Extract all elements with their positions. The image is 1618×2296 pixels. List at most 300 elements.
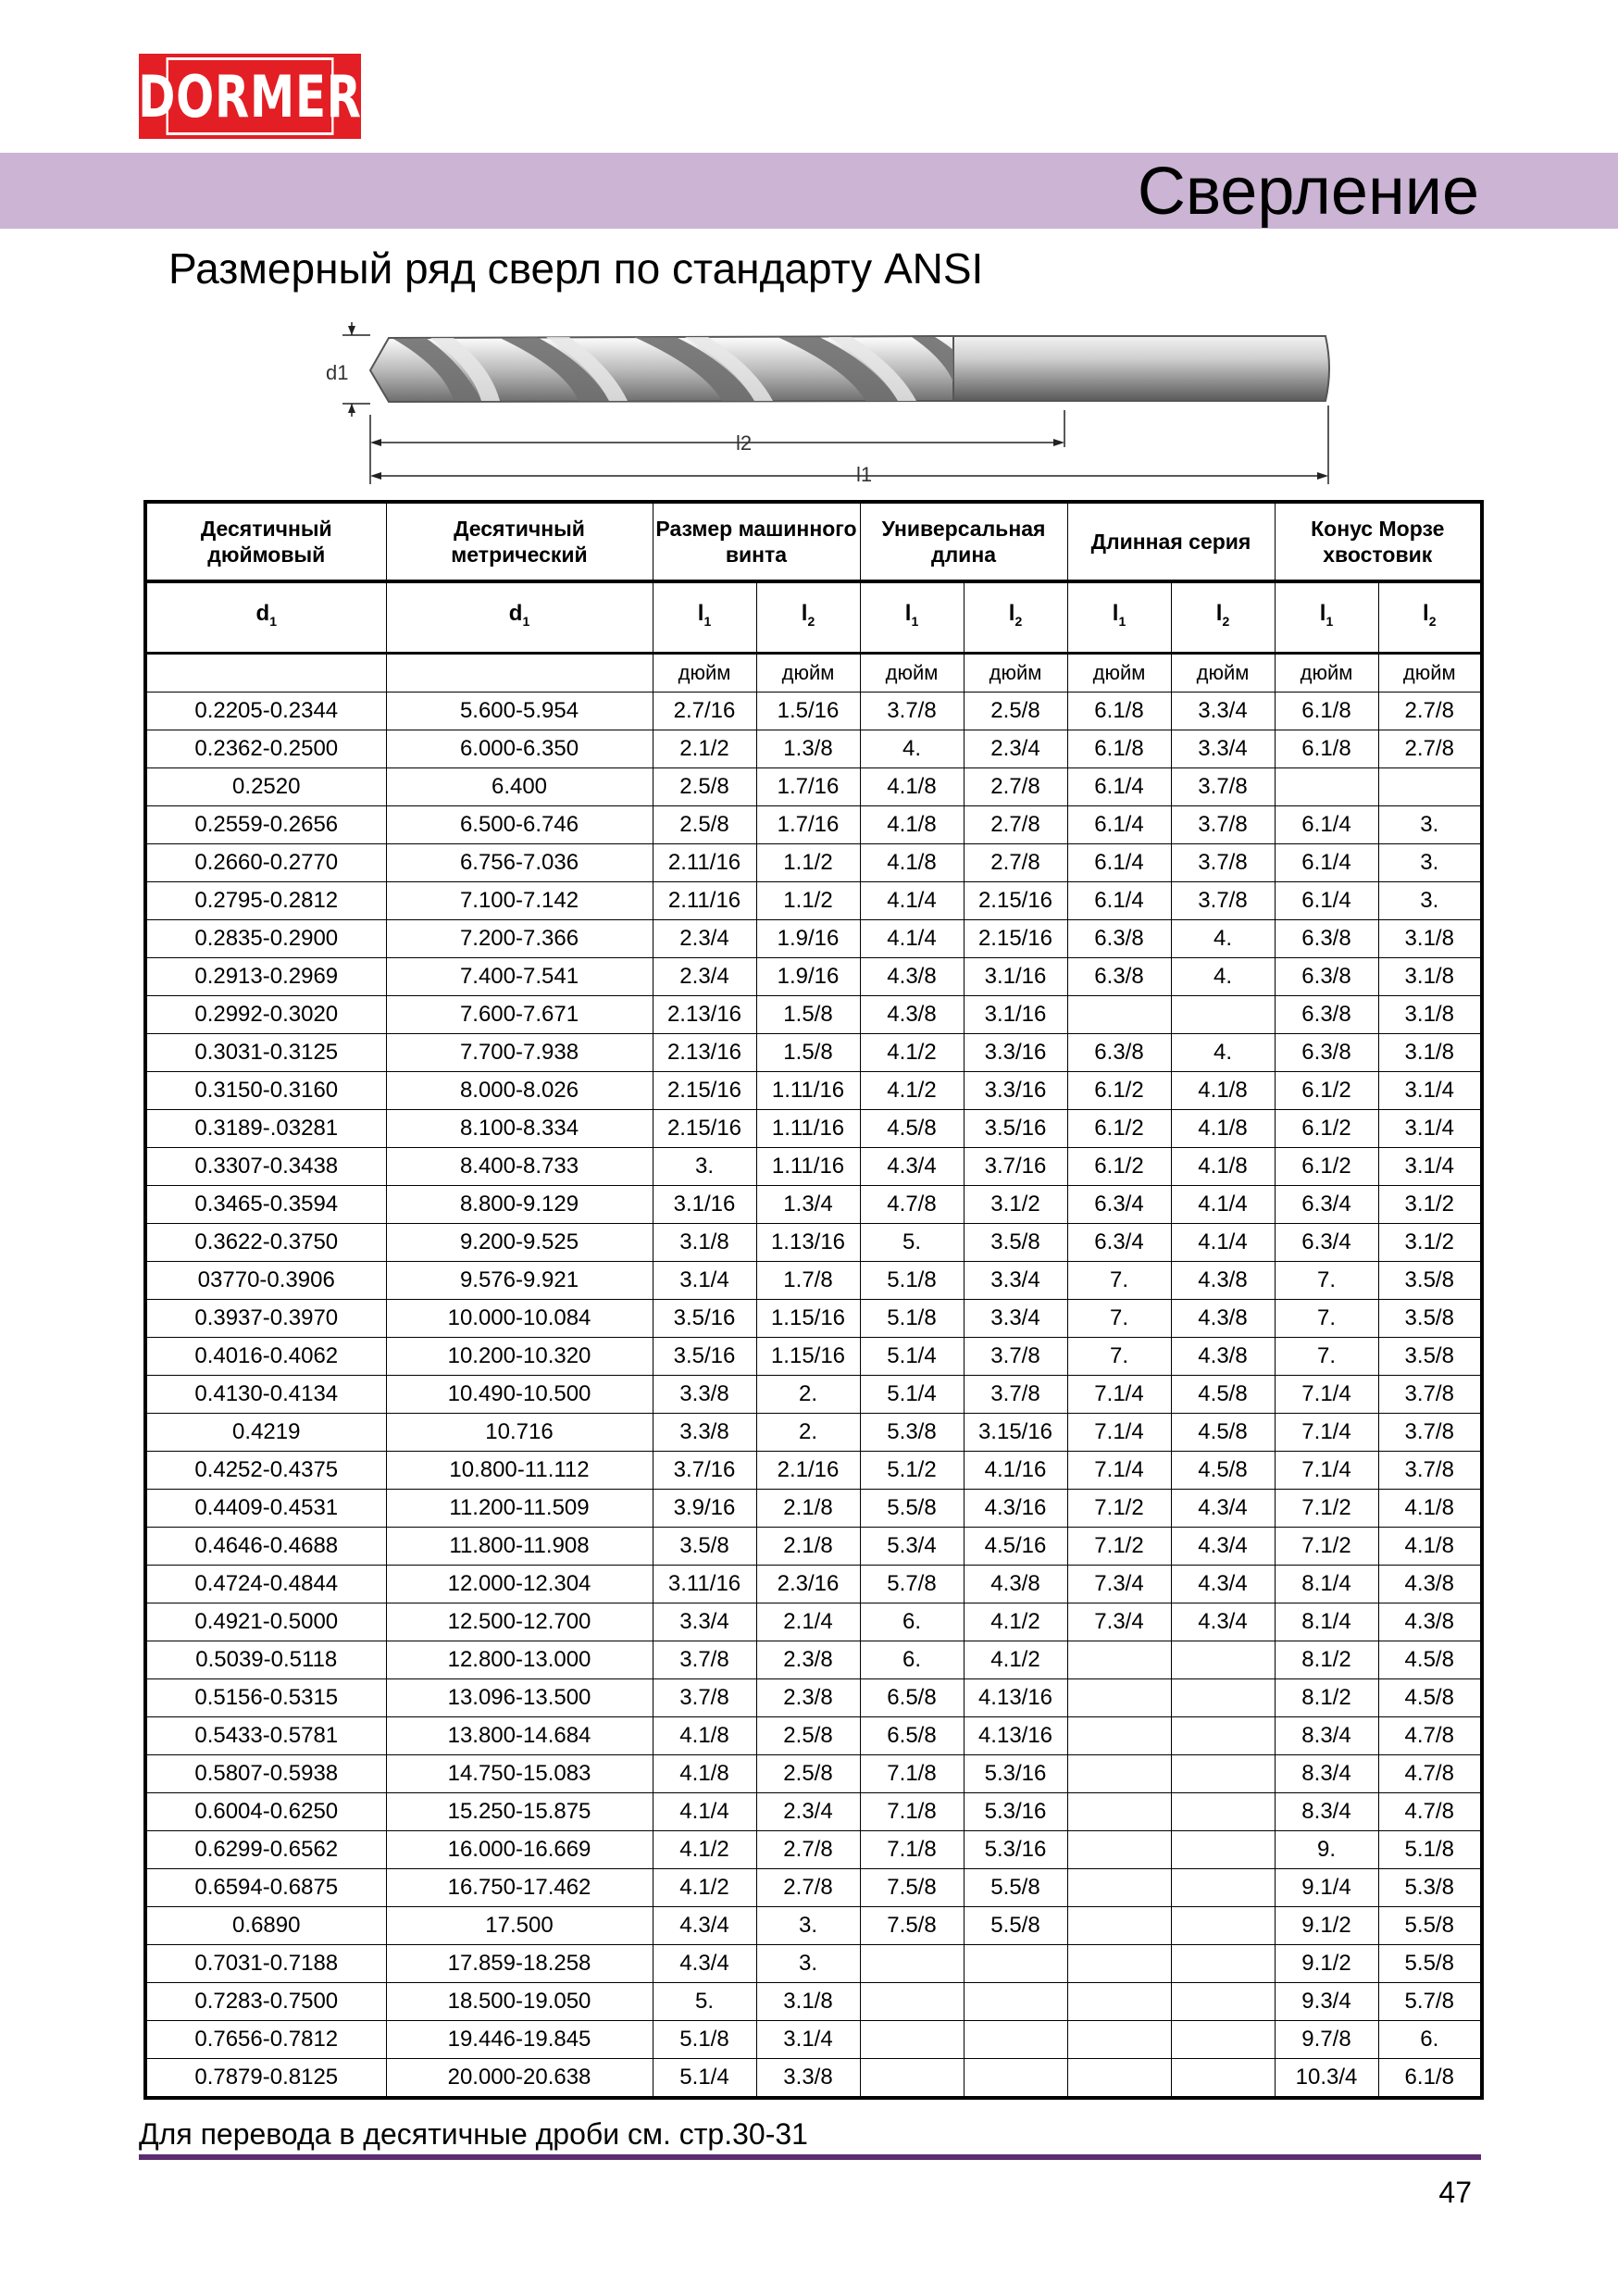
table-cell: 3.5/8 xyxy=(1378,1262,1482,1300)
table-cell: 4.1/2 xyxy=(964,1603,1067,1641)
footer-rule xyxy=(139,2154,1481,2160)
table-cell: 6.1/4 xyxy=(1275,882,1378,920)
table-cell: 17.500 xyxy=(386,1907,653,1945)
table-cell: 1.7/16 xyxy=(756,806,860,844)
table-row xyxy=(145,1831,1482,1869)
table-cell xyxy=(1067,1793,1171,1831)
table-cell: 3.1/4 xyxy=(1378,1072,1482,1110)
table-cell: 2.5/8 xyxy=(756,1717,860,1755)
table-cell: 2.3/8 xyxy=(756,1641,860,1679)
table-cell: 3.1/8 xyxy=(653,1224,756,1262)
symbol-subscript: 1 xyxy=(703,613,712,629)
table-cell: 2.7/8 xyxy=(1378,693,1482,730)
table-cell: 6. xyxy=(1378,2021,1482,2059)
table-cell: 3.1/8 xyxy=(1378,958,1482,996)
table-cell: 6.3/8 xyxy=(1275,996,1378,1034)
table-cell: 15.250-15.875 xyxy=(386,1793,653,1831)
symbol-cell xyxy=(756,581,860,654)
table-cell: 3.5/16 xyxy=(964,1110,1067,1148)
d1-label: d1 xyxy=(326,361,349,384)
table-cell: 9.576-9.921 xyxy=(386,1262,653,1300)
table-row xyxy=(145,1452,1482,1490)
table-cell: 2.5/8 xyxy=(756,1755,860,1793)
table-cell: 2. xyxy=(756,1414,860,1452)
table-cell: 6.500-6.746 xyxy=(386,806,653,844)
table-cell: 5.5/8 xyxy=(1378,1945,1482,1983)
table-cell: 4.5/8 xyxy=(1378,1679,1482,1717)
table-cell: 3.5/8 xyxy=(1378,1338,1482,1376)
table-cell: 4.1/2 xyxy=(860,1072,964,1110)
table-cell: 6.1/8 xyxy=(1275,693,1378,730)
table-cell: 4.3/8 xyxy=(964,1566,1067,1603)
table-cell: 0.2520 xyxy=(145,768,386,806)
table-cell xyxy=(1067,996,1171,1034)
table-cell: 0.5807-0.5938 xyxy=(145,1755,386,1793)
table-cell: 6.1/2 xyxy=(1067,1148,1171,1186)
table-cell: 6. xyxy=(860,1641,964,1679)
table-cell xyxy=(1171,1907,1275,1945)
table-cell: 9.3/4 xyxy=(1275,1983,1378,2021)
table-cell: 2.7/8 xyxy=(1378,730,1482,768)
table-cell: 12.500-12.700 xyxy=(386,1603,653,1641)
table-cell: 3.3/4 xyxy=(964,1300,1067,1338)
table-cell: 3.5/8 xyxy=(653,1528,756,1566)
table-cell xyxy=(1171,2021,1275,2059)
l2-label: l2 xyxy=(736,431,753,455)
table-cell: 8.3/4 xyxy=(1275,1755,1378,1793)
table-cell: 1.9/16 xyxy=(756,920,860,958)
table-cell: 3. xyxy=(1378,806,1482,844)
table-cell: 1.3/4 xyxy=(756,1186,860,1224)
table-cell: 3.7/8 xyxy=(1171,768,1275,806)
table-cell: 6.1/2 xyxy=(1275,1148,1378,1186)
table-cell: 3.5/8 xyxy=(964,1224,1067,1262)
table-cell: 3. xyxy=(653,1148,756,1186)
table-cell: 3.5/16 xyxy=(653,1300,756,1338)
symbol-subscript: 2 xyxy=(1222,613,1230,629)
symbol-letter: l xyxy=(1423,601,1429,627)
table-cell: 2.15/16 xyxy=(653,1110,756,1148)
table-cell: 4.1/2 xyxy=(860,1034,964,1072)
symbol-cell xyxy=(1275,581,1378,654)
table-cell: 0.4646-0.4688 xyxy=(145,1528,386,1566)
table-cell: 4.5/8 xyxy=(1171,1414,1275,1452)
table-cell: 3.7/8 xyxy=(1171,844,1275,882)
unit-cell xyxy=(386,654,653,693)
table-cell: 0.3031-0.3125 xyxy=(145,1034,386,1072)
table-cell xyxy=(1067,1679,1171,1717)
table-cell: 3.9/16 xyxy=(653,1490,756,1528)
table-cell: 7.1/4 xyxy=(1275,1452,1378,1490)
table-cell: 0.4409-0.4531 xyxy=(145,1490,386,1528)
table-cell: 3.3/8 xyxy=(653,1414,756,1452)
table-cell: 7.400-7.541 xyxy=(386,958,653,996)
table-cell: 4.1/8 xyxy=(860,768,964,806)
symbol-letter: d xyxy=(255,601,270,627)
table-row xyxy=(145,1869,1482,1907)
table-cell: 0.3189-.03281 xyxy=(145,1110,386,1148)
table-cell: 9.7/8 xyxy=(1275,2021,1378,2059)
table-cell: 7.1/2 xyxy=(1067,1528,1171,1566)
table-cell: 5.1/2 xyxy=(860,1452,964,1490)
table-cell: 0.3150-0.3160 xyxy=(145,1072,386,1110)
table-cell: 8.1/2 xyxy=(1275,1641,1378,1679)
table-cell: 6.3/8 xyxy=(1275,958,1378,996)
table-cell: 6.3/8 xyxy=(1275,1034,1378,1072)
table-cell xyxy=(964,2021,1067,2059)
table-cell: 1.11/16 xyxy=(756,1110,860,1148)
unit-cell: дюйм xyxy=(756,654,860,693)
table-cell: 6.5/8 xyxy=(860,1679,964,1717)
table-cell: 6.3/4 xyxy=(1275,1186,1378,1224)
table-cell: 4.1/16 xyxy=(964,1452,1067,1490)
table-row xyxy=(145,1679,1482,1717)
table-cell: 6.1/4 xyxy=(1067,844,1171,882)
table-row xyxy=(145,768,1482,806)
table-cell: 2.1/4 xyxy=(756,1603,860,1641)
table-cell: 3.1/4 xyxy=(1378,1148,1482,1186)
table-cell: 5.1/4 xyxy=(860,1376,964,1414)
table-cell: 9.200-9.525 xyxy=(386,1224,653,1262)
table-cell: 3.5/8 xyxy=(1378,1300,1482,1338)
table-cell: 4.3/4 xyxy=(1171,1490,1275,1528)
table-cell: 0.4724-0.4844 xyxy=(145,1566,386,1603)
table-cell: 4.5/8 xyxy=(860,1110,964,1148)
table-cell: 7.1/8 xyxy=(860,1793,964,1831)
table-cell: 4.1/2 xyxy=(653,1831,756,1869)
table-cell: 2.15/16 xyxy=(653,1072,756,1110)
table-cell: 3.1/4 xyxy=(653,1262,756,1300)
table-cell: 8.800-9.129 xyxy=(386,1186,653,1224)
table-cell: 4.5/8 xyxy=(1378,1641,1482,1679)
table-cell xyxy=(1171,1641,1275,1679)
symbol-subscript: 2 xyxy=(1428,613,1437,629)
symbol-letter: l xyxy=(1319,601,1326,627)
table-cell: 7. xyxy=(1275,1300,1378,1338)
table-cell: 6.3/4 xyxy=(1067,1224,1171,1262)
table-cell: 3.1/2 xyxy=(964,1186,1067,1224)
table-cell: 0.2362-0.2500 xyxy=(145,730,386,768)
table-cell: 0.5433-0.5781 xyxy=(145,1717,386,1755)
table-cell: 3.7/8 xyxy=(1171,806,1275,844)
table-cell: 3.3/16 xyxy=(964,1034,1067,1072)
unit-cell: дюйм xyxy=(1378,654,1482,693)
table-cell: 2.11/16 xyxy=(653,844,756,882)
table-cell: 16.000-16.669 xyxy=(386,1831,653,1869)
table-cell: 4.1/8 xyxy=(653,1717,756,1755)
table-cell: 1.5/8 xyxy=(756,996,860,1034)
symbol-letter: l xyxy=(697,601,704,627)
table-cell: 4.5/8 xyxy=(1171,1452,1275,1490)
table-cell: 1.11/16 xyxy=(756,1148,860,1186)
table-cell: 7.100-7.142 xyxy=(386,882,653,920)
table-cell: 5.3/16 xyxy=(964,1831,1067,1869)
table-cell: 4.3/4 xyxy=(653,1907,756,1945)
table-cell: 8.000-8.026 xyxy=(386,1072,653,1110)
table-row xyxy=(145,844,1482,882)
table-cell: 2.3/4 xyxy=(756,1793,860,1831)
table-cell: 2.1/16 xyxy=(756,1452,860,1490)
table-cell: 6.1/8 xyxy=(1275,730,1378,768)
table-cell: 0.2660-0.2770 xyxy=(145,844,386,882)
table-cell xyxy=(860,2059,964,2099)
table-cell: 3.1/8 xyxy=(1378,1034,1482,1072)
table-cell: 03770-0.3906 xyxy=(145,1262,386,1300)
table-cell: 5.3/8 xyxy=(860,1414,964,1452)
table-cell: 6.756-7.036 xyxy=(386,844,653,882)
table-cell: 6.1/2 xyxy=(1275,1072,1378,1110)
table-cell xyxy=(1067,1641,1171,1679)
table-cell: 6.1/8 xyxy=(1067,693,1171,730)
table-row xyxy=(145,1490,1482,1528)
table-row xyxy=(145,920,1482,958)
table-cell: 4.1/8 xyxy=(860,806,964,844)
table-row xyxy=(145,1528,1482,1566)
table-cell: 2.15/16 xyxy=(964,882,1067,920)
table-cell: 4. xyxy=(1171,1034,1275,1072)
symbol-subscript: 1 xyxy=(1326,613,1334,629)
table-cell: 11.200-11.509 xyxy=(386,1490,653,1528)
table-row xyxy=(145,1186,1482,1224)
table-cell: 3.1/16 xyxy=(653,1186,756,1224)
table-cell xyxy=(1171,1983,1275,2021)
table-cell: 5.600-5.954 xyxy=(386,693,653,730)
table-cell: 2.13/16 xyxy=(653,1034,756,1072)
table-cell: 8.1/2 xyxy=(1275,1679,1378,1717)
symbol-subscript: 1 xyxy=(522,613,530,629)
table-row xyxy=(145,1224,1482,1262)
table-cell: 1.7/16 xyxy=(756,768,860,806)
table-row xyxy=(145,1034,1482,1072)
table-cell: 10.716 xyxy=(386,1414,653,1452)
table-cell: 4.1/8 xyxy=(1378,1490,1482,1528)
table-cell: 0.2835-0.2900 xyxy=(145,920,386,958)
table-cell: 6. xyxy=(860,1603,964,1641)
table-cell xyxy=(1067,1755,1171,1793)
table-cell: 1.15/16 xyxy=(756,1338,860,1376)
table-cell: 4.5/16 xyxy=(964,1528,1067,1566)
table-row xyxy=(145,2059,1482,2099)
table-cell: 0.2559-0.2656 xyxy=(145,806,386,844)
table-cell: 4.3/4 xyxy=(860,1148,964,1186)
table-cell: 7.1/4 xyxy=(1067,1376,1171,1414)
table-cell xyxy=(1067,1831,1171,1869)
table-cell: 0.3465-0.3594 xyxy=(145,1186,386,1224)
table-cell: 1.13/16 xyxy=(756,1224,860,1262)
table-row xyxy=(145,1907,1482,1945)
table-cell: 3.1/4 xyxy=(1378,1110,1482,1148)
table-cell: 0.7656-0.7812 xyxy=(145,2021,386,2059)
table-cell xyxy=(1067,1717,1171,1755)
table-row xyxy=(145,1072,1482,1110)
table-cell: 7.200-7.366 xyxy=(386,920,653,958)
logo-text: DORMER xyxy=(138,62,362,131)
table-cell: 7. xyxy=(1067,1300,1171,1338)
table-cell: 3.7/8 xyxy=(1378,1414,1482,1452)
symbol-cell xyxy=(1067,581,1171,654)
table-cell: 4. xyxy=(860,730,964,768)
table-cell: 3.11/16 xyxy=(653,1566,756,1603)
table-cell: 10.800-11.112 xyxy=(386,1452,653,1490)
table-cell xyxy=(1067,2059,1171,2099)
table-cell: 2.1/8 xyxy=(756,1528,860,1566)
table-cell: 7.1/4 xyxy=(1067,1452,1171,1490)
table-cell: 3.5/16 xyxy=(653,1338,756,1376)
table-cell: 6.3/8 xyxy=(1067,958,1171,996)
table-cell: 4.1/4 xyxy=(1171,1224,1275,1262)
table-cell: 2.3/4 xyxy=(653,920,756,958)
footnote: Для перевода в десятичные дроби см. стр.30-31 xyxy=(139,2117,808,2151)
table-row xyxy=(145,1338,1482,1376)
table-cell xyxy=(1067,1907,1171,1945)
table-row xyxy=(145,1603,1482,1641)
table-cell: 2.7/8 xyxy=(964,844,1067,882)
table-cell: 3.3/4 xyxy=(1171,730,1275,768)
symbol-letter: l xyxy=(1215,601,1223,627)
table-cell: 0.6890 xyxy=(145,1907,386,1945)
table-row xyxy=(145,806,1482,844)
table-cell: 0.4921-0.5000 xyxy=(145,1603,386,1641)
table-cell: 4.1/8 xyxy=(1171,1148,1275,1186)
table-cell: 5.1/4 xyxy=(860,1338,964,1376)
symbol-letter: d xyxy=(508,601,523,627)
table-cell xyxy=(1171,2059,1275,2099)
table-row xyxy=(145,1717,1482,1755)
table-cell: 3. xyxy=(1378,844,1482,882)
table-cell: 3.7/16 xyxy=(653,1452,756,1490)
table-cell: 1.1/2 xyxy=(756,882,860,920)
symbol-cell xyxy=(964,581,1067,654)
table-cell: 4.7/8 xyxy=(1378,1793,1482,1831)
table-cell: 1.1/2 xyxy=(756,844,860,882)
table-cell: 4.1/4 xyxy=(653,1793,756,1831)
table-cell: 0.6594-0.6875 xyxy=(145,1869,386,1907)
table-cell: 9. xyxy=(1275,1831,1378,1869)
table-cell: 5.3/16 xyxy=(964,1793,1067,1831)
table-cell: 2.7/8 xyxy=(964,768,1067,806)
table-cell: 2.7/8 xyxy=(756,1869,860,1907)
drill-diagram xyxy=(315,294,1361,491)
table-cell xyxy=(1067,1983,1171,2021)
header-universal-length: Универсальная длина xyxy=(860,502,1067,581)
symbol-subscript: 1 xyxy=(911,613,919,629)
table-cell: 10.3/4 xyxy=(1275,2059,1378,2099)
table-cell: 10.000-10.084 xyxy=(386,1300,653,1338)
symbol-subscript: 2 xyxy=(1014,613,1023,629)
dormer-logo xyxy=(139,54,361,139)
table-cell: 4. xyxy=(1171,920,1275,958)
table-cell xyxy=(964,2059,1067,2099)
table-cell: 2.7/8 xyxy=(964,806,1067,844)
table-cell: 0.2913-0.2969 xyxy=(145,958,386,996)
unit-cell: дюйм xyxy=(860,654,964,693)
table-cell: 0.7031-0.7188 xyxy=(145,1945,386,1983)
header-morse-taper: Конус Морзе хвостовик xyxy=(1275,502,1482,581)
table-cell: 7. xyxy=(1275,1338,1378,1376)
table-cell: 8.400-8.733 xyxy=(386,1148,653,1186)
table-cell: 4.7/8 xyxy=(1378,1717,1482,1755)
l1-label: l1 xyxy=(856,463,873,486)
symbol-subscript: 1 xyxy=(1118,613,1126,629)
table-cell: 5.7/8 xyxy=(1378,1983,1482,2021)
table-cell: 3.1/4 xyxy=(756,2021,860,2059)
table-row xyxy=(145,1300,1482,1338)
table-cell: 4.3/4 xyxy=(653,1945,756,1983)
table-cell: 3.3/16 xyxy=(964,1072,1067,1110)
table-cell: 0.4219 xyxy=(145,1414,386,1452)
table-cell: 6.400 xyxy=(386,768,653,806)
table-cell: 4.3/4 xyxy=(1171,1603,1275,1641)
table-cell: 8.100-8.334 xyxy=(386,1110,653,1148)
table-cell xyxy=(1171,1869,1275,1907)
table-header-units xyxy=(145,654,1482,693)
table-cell: 10.490-10.500 xyxy=(386,1376,653,1414)
table-cell: 4.3/4 xyxy=(1171,1528,1275,1566)
header-decimal-metric: Десятичный метрический xyxy=(386,502,653,581)
table-cell: 4.1/8 xyxy=(653,1755,756,1793)
table-cell: 13.800-14.684 xyxy=(386,1717,653,1755)
table-cell: 1.15/16 xyxy=(756,1300,860,1338)
table-cell: 2.3/4 xyxy=(964,730,1067,768)
table-cell: 0.4252-0.4375 xyxy=(145,1452,386,1490)
table-row xyxy=(145,1414,1482,1452)
symbol-cell xyxy=(653,581,756,654)
table-row xyxy=(145,1945,1482,1983)
table-cell: 7.3/4 xyxy=(1067,1566,1171,1603)
table-cell: 0.2992-0.3020 xyxy=(145,996,386,1034)
table-cell: 4.3/8 xyxy=(860,996,964,1034)
table-cell: 3.7/16 xyxy=(964,1148,1067,1186)
table-cell: 6.5/8 xyxy=(860,1717,964,1755)
table-cell: 0.7283-0.7500 xyxy=(145,1983,386,2021)
table-cell: 0.7879-0.8125 xyxy=(145,2059,386,2099)
table-cell: 6.1/4 xyxy=(1067,882,1171,920)
table-cell: 2.15/16 xyxy=(964,920,1067,958)
table-cell: 7. xyxy=(1067,1338,1171,1376)
table-cell: 2.13/16 xyxy=(653,996,756,1034)
table-cell: 0.4016-0.4062 xyxy=(145,1338,386,1376)
table-cell: 2.1/2 xyxy=(653,730,756,768)
page-number: 47 xyxy=(1438,2176,1472,2209)
table-cell: 12.800-13.000 xyxy=(386,1641,653,1679)
table-cell: 19.446-19.845 xyxy=(386,2021,653,2059)
table-cell: 12.000-12.304 xyxy=(386,1566,653,1603)
unit-cell: дюйм xyxy=(1171,654,1275,693)
table-cell: 3.7/8 xyxy=(653,1641,756,1679)
table-cell: 4.7/8 xyxy=(860,1186,964,1224)
table-cell: 5.1/8 xyxy=(860,1300,964,1338)
table-cell: 4.1/8 xyxy=(1378,1528,1482,1566)
table-cell: 4.1/8 xyxy=(1171,1110,1275,1148)
table-cell xyxy=(1067,2021,1171,2059)
table-cell: 9.1/2 xyxy=(1275,1907,1378,1945)
symbol-cell xyxy=(386,581,653,654)
table-cell: 0.3937-0.3970 xyxy=(145,1300,386,1338)
table-cell xyxy=(1171,1679,1275,1717)
table-cell: 4.7/8 xyxy=(1378,1755,1482,1793)
drill-size-table xyxy=(143,500,1484,2100)
table-cell: 6.1/2 xyxy=(1067,1110,1171,1148)
table-row xyxy=(145,1566,1482,1603)
table-cell: 4.3/8 xyxy=(1378,1566,1482,1603)
table-header-groups xyxy=(145,502,1482,581)
symbol-cell xyxy=(1171,581,1275,654)
table-cell: 1.7/8 xyxy=(756,1262,860,1300)
table-cell: 4.1/4 xyxy=(860,882,964,920)
table-cell: 2.5/8 xyxy=(964,693,1067,730)
table-row xyxy=(145,882,1482,920)
table-cell: 2.3/8 xyxy=(756,1679,860,1717)
